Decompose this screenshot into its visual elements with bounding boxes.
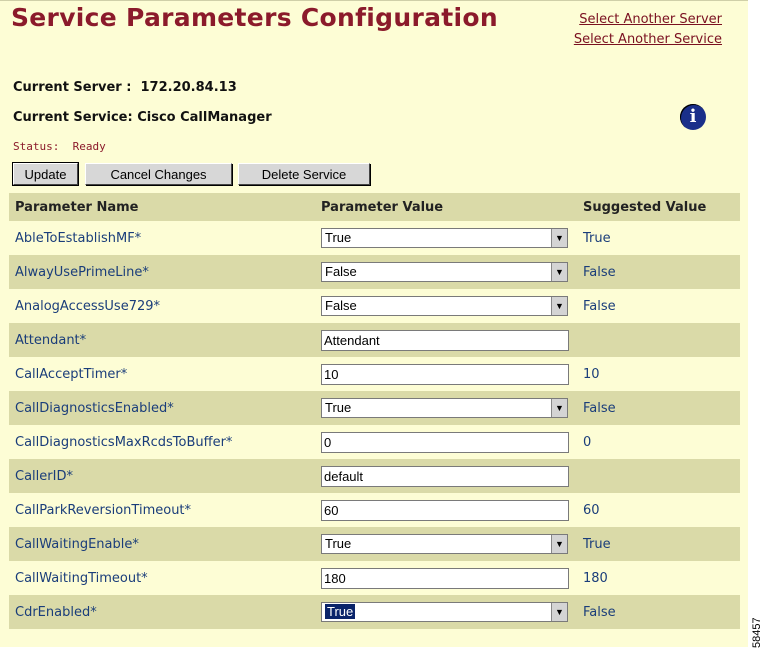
header-parameter-name: Parameter Name bbox=[9, 193, 315, 221]
table-row bbox=[9, 391, 740, 425]
parameter-value-input[interactable]: 180 bbox=[321, 568, 569, 589]
suggested-value: True bbox=[577, 527, 740, 561]
page-title: Service Parameters Configuration bbox=[11, 3, 498, 32]
select-value: False bbox=[325, 298, 357, 313]
parameter-value-cell bbox=[315, 323, 577, 357]
parameter-name: Attendant* bbox=[9, 323, 315, 357]
suggested-value: False bbox=[577, 289, 740, 323]
table-row bbox=[9, 561, 740, 595]
suggested-value: 60 bbox=[577, 493, 740, 527]
update-button[interactable]: Update bbox=[13, 163, 78, 185]
parameter-value-select[interactable] bbox=[321, 262, 568, 282]
parameter-name: CallWaitingEnable* bbox=[9, 527, 315, 561]
parameters-table bbox=[9, 193, 740, 629]
parameter-value-cell bbox=[315, 459, 577, 493]
chevron-down-icon[interactable]: ▼ bbox=[551, 603, 567, 621]
header-parameter-value: Parameter Value bbox=[315, 193, 577, 221]
table-row bbox=[9, 527, 740, 561]
current-service bbox=[13, 110, 272, 125]
information-icon[interactable]: i bbox=[680, 104, 706, 130]
suggested-value: 180 bbox=[577, 561, 740, 595]
status-label: Status: bbox=[13, 140, 60, 153]
parameter-value-select[interactable] bbox=[321, 602, 568, 622]
suggested-value: 10 bbox=[577, 357, 740, 391]
current-server-value: 172.20.84.13 bbox=[140, 80, 237, 95]
parameter-value-select[interactable] bbox=[321, 398, 568, 418]
parameter-value-select[interactable] bbox=[321, 296, 568, 316]
suggested-value: 0 bbox=[577, 425, 740, 459]
top-navigation bbox=[574, 10, 722, 50]
table-row bbox=[9, 289, 740, 323]
select-value: True bbox=[327, 604, 354, 619]
parameter-value-cell bbox=[315, 289, 577, 323]
table-row bbox=[9, 323, 740, 357]
top-border bbox=[0, 0, 748, 1]
parameter-name: CallerID* bbox=[9, 459, 315, 493]
parameter-value-cell bbox=[315, 255, 577, 289]
table-header-row bbox=[9, 193, 740, 221]
parameter-name: AnalogAccessUse729* bbox=[9, 289, 315, 323]
status-value: Ready bbox=[72, 140, 106, 153]
parameter-name: CallParkReversionTimeout* bbox=[9, 493, 315, 527]
select-value: True bbox=[325, 536, 352, 551]
parameter-value-input[interactable]: Attendant bbox=[321, 330, 569, 351]
parameter-name: CallDiagnosticsEnabled* bbox=[9, 391, 315, 425]
parameter-value-input[interactable]: 0 bbox=[321, 432, 569, 453]
suggested-value bbox=[577, 323, 740, 357]
table-row bbox=[9, 357, 740, 391]
parameter-value-select[interactable] bbox=[321, 534, 568, 554]
table-row bbox=[9, 425, 740, 459]
parameter-value-cell bbox=[315, 595, 577, 629]
parameter-value-input[interactable]: 60 bbox=[321, 500, 569, 521]
suggested-value: False bbox=[577, 391, 740, 425]
chevron-down-icon[interactable]: ▼ bbox=[551, 229, 567, 247]
suggested-value: False bbox=[577, 255, 740, 289]
table-row bbox=[9, 255, 740, 289]
parameter-name: CallDiagnosticsMaxRcdsToBuffer* bbox=[9, 425, 315, 459]
select-value: False bbox=[325, 264, 357, 279]
table-row bbox=[9, 459, 740, 493]
current-service-label: Current Service: bbox=[13, 110, 133, 125]
parameter-value-select[interactable] bbox=[321, 228, 568, 248]
parameter-value-cell bbox=[315, 357, 577, 391]
chevron-down-icon[interactable]: ▼ bbox=[551, 263, 567, 281]
select-another-server-link[interactable]: Select Another Server bbox=[579, 12, 722, 27]
status-line bbox=[13, 140, 106, 153]
parameter-value-cell bbox=[315, 493, 577, 527]
figure-number: 58457 bbox=[751, 617, 763, 648]
parameter-name: CdrEnabled* bbox=[9, 595, 315, 629]
select-value: True bbox=[325, 230, 352, 245]
select-value: True bbox=[325, 400, 352, 415]
current-server-label: Current Server : bbox=[13, 80, 132, 95]
suggested-value: True bbox=[577, 221, 740, 255]
parameter-name: AlwayUsePrimeLine* bbox=[9, 255, 315, 289]
cancel-changes-button[interactable]: Cancel Changes bbox=[85, 163, 232, 185]
chevron-down-icon[interactable]: ▼ bbox=[551, 297, 567, 315]
suggested-value: False bbox=[577, 595, 740, 629]
parameter-value-cell bbox=[315, 425, 577, 459]
current-server bbox=[13, 80, 237, 95]
header-suggested-value: Suggested Value bbox=[577, 193, 740, 221]
current-service-value: Cisco CallManager bbox=[137, 110, 272, 125]
delete-service-button[interactable]: Delete Service bbox=[238, 163, 370, 185]
select-another-service-link[interactable]: Select Another Service bbox=[573, 32, 722, 47]
parameter-value-input[interactable]: default bbox=[321, 466, 569, 487]
parameter-value-input[interactable]: 10 bbox=[321, 364, 569, 385]
parameter-value-cell bbox=[315, 561, 577, 595]
chevron-down-icon[interactable]: ▼ bbox=[551, 399, 567, 417]
table-row bbox=[9, 595, 740, 629]
parameter-value-cell bbox=[315, 527, 577, 561]
parameter-value-cell bbox=[315, 391, 577, 425]
suggested-value bbox=[577, 459, 740, 493]
table-row bbox=[9, 493, 740, 527]
parameter-name: AbleToEstablishMF* bbox=[9, 221, 315, 255]
chevron-down-icon[interactable]: ▼ bbox=[551, 535, 567, 553]
parameter-name: CallWaitingTimeout* bbox=[9, 561, 315, 595]
table-row bbox=[9, 221, 740, 255]
parameter-name: CallAcceptTimer* bbox=[9, 357, 315, 391]
parameter-value-cell bbox=[315, 221, 577, 255]
